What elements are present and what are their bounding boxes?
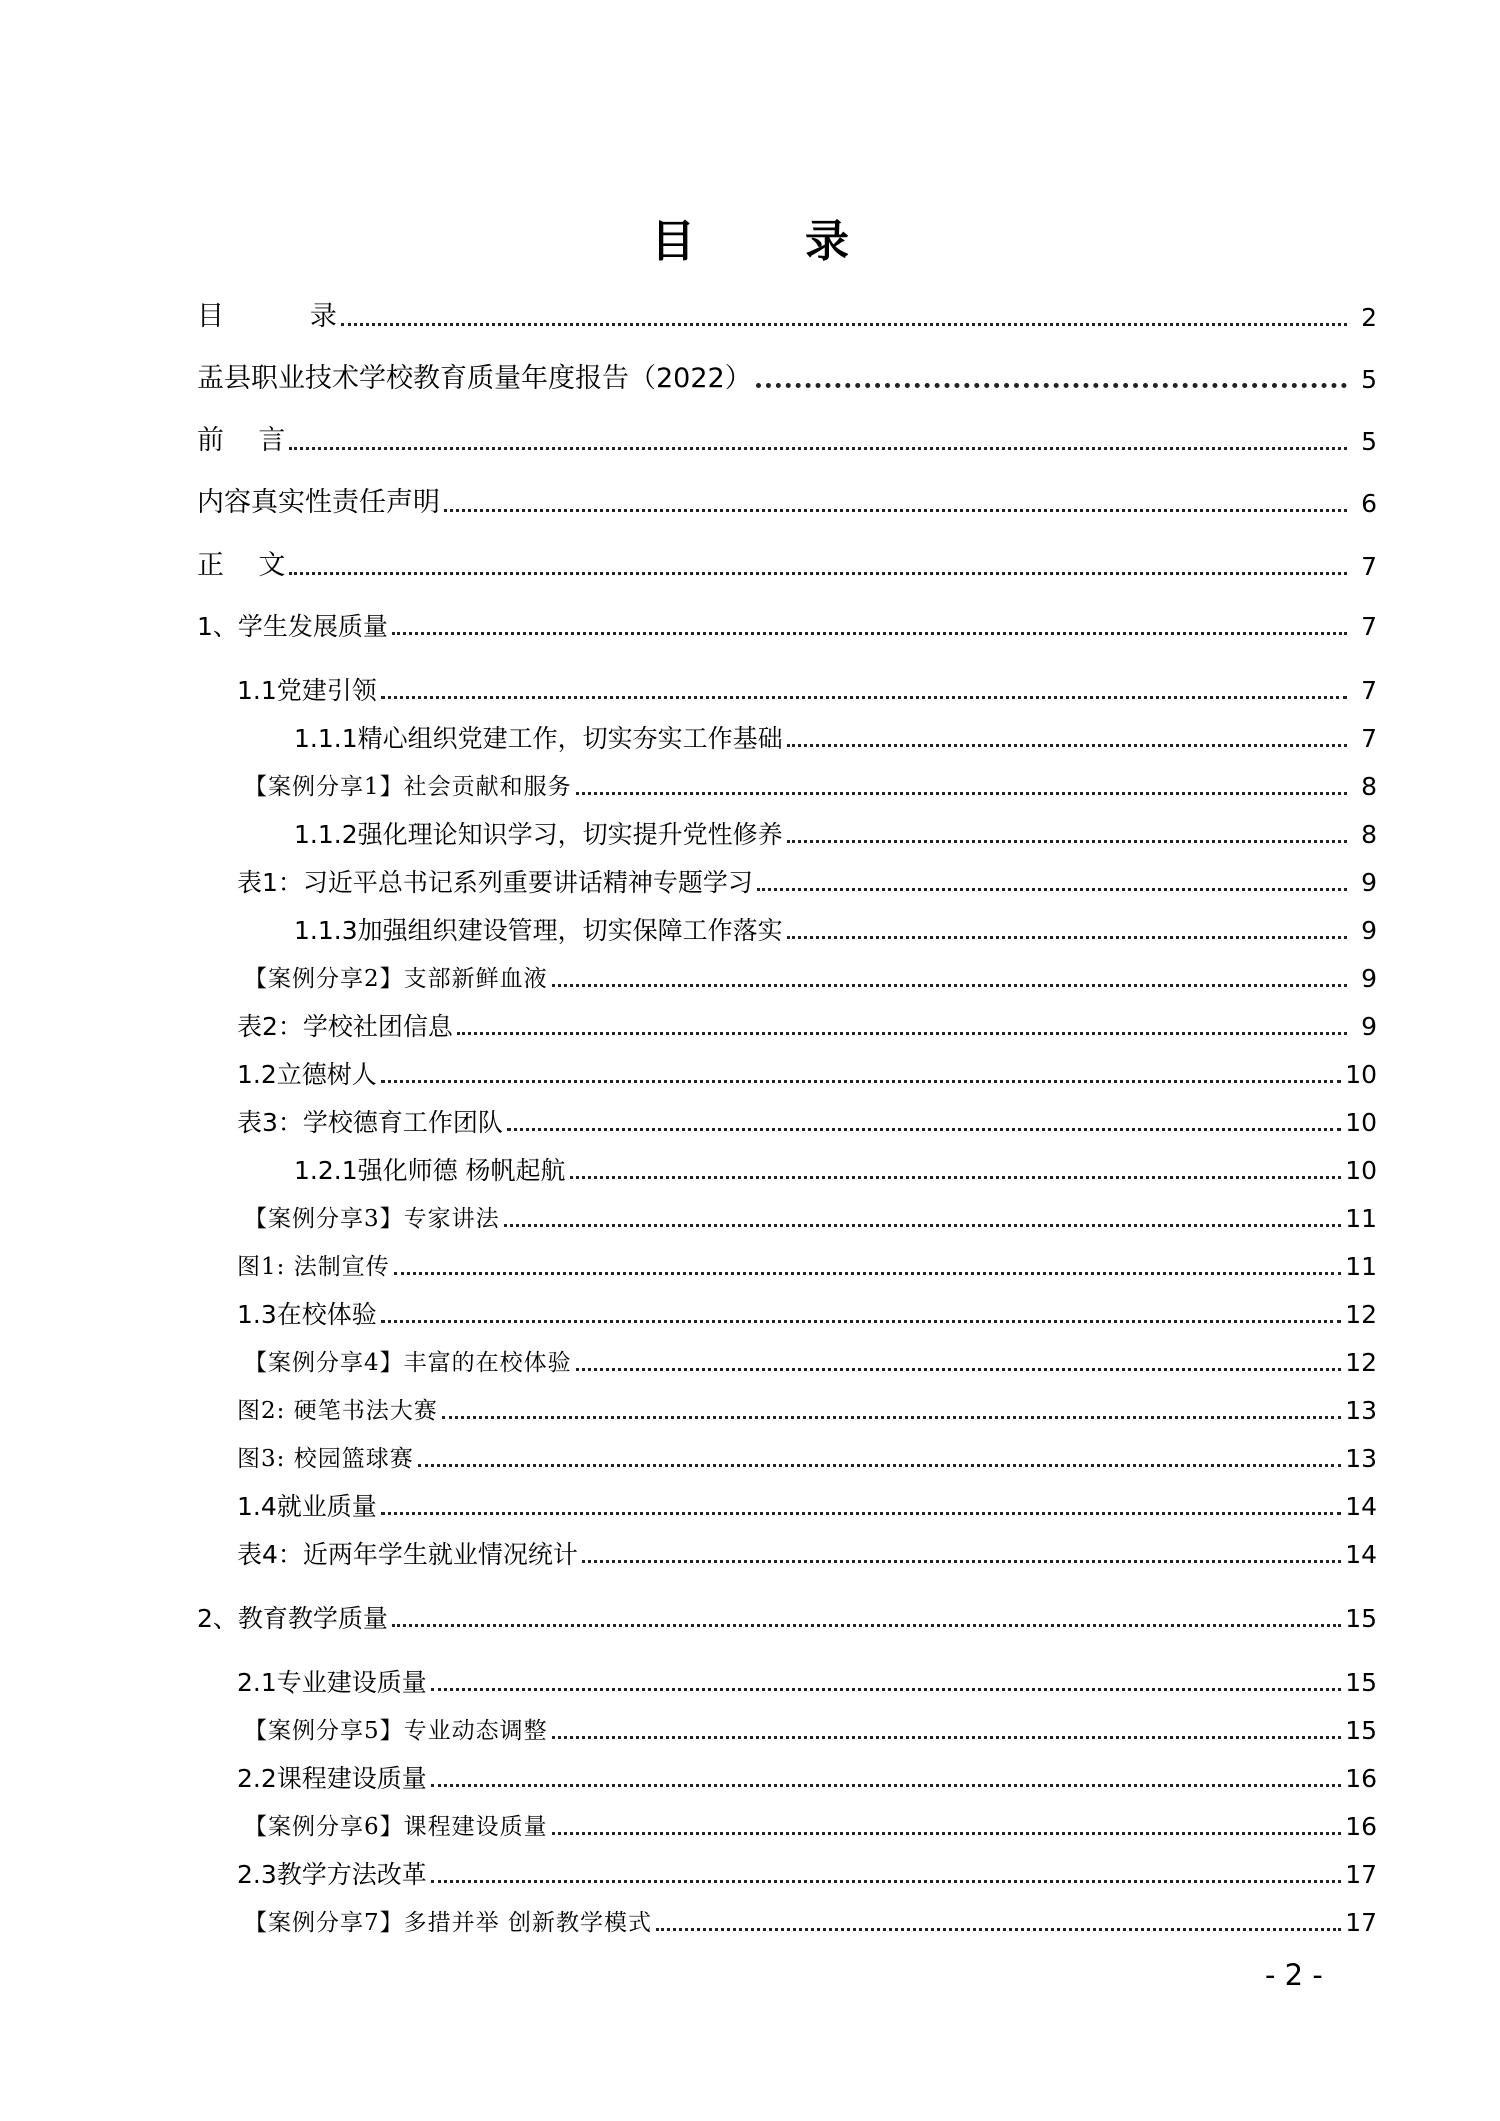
toc-entry[interactable] bbox=[237, 665, 1377, 705]
toc-entry-page: 7 bbox=[1361, 676, 1377, 705]
toc-entry-label: 盂县职业技术学校教育质量年度报告（2022） bbox=[197, 363, 752, 394]
toc-leader bbox=[418, 1464, 1341, 1467]
toc-entry-label: 1.1党建引领 bbox=[237, 676, 377, 705]
toc-leader bbox=[381, 1320, 1341, 1323]
toc-entry[interactable] bbox=[244, 761, 1377, 801]
toc-leader bbox=[431, 1784, 1341, 1787]
toc-entry-page: 2 bbox=[1361, 303, 1377, 332]
toc-entry-label: 1.3在校体验 bbox=[237, 1300, 377, 1329]
toc-leader bbox=[392, 632, 1347, 635]
toc-entry-label: 【案例分享2】支部新鲜血液 bbox=[244, 966, 548, 992]
toc-leader bbox=[431, 1688, 1341, 1691]
toc-entry-page: 9 bbox=[1361, 868, 1377, 897]
toc-entry-page: 9 bbox=[1361, 1012, 1377, 1041]
toc-entry-page: 9 bbox=[1361, 964, 1377, 993]
toc-entry-label: 图1: 法制宣传 bbox=[237, 1254, 390, 1280]
toc-leader bbox=[381, 1080, 1341, 1083]
toc-entry[interactable] bbox=[197, 1593, 1377, 1633]
toc-leader bbox=[444, 509, 1347, 512]
toc-entry-label: 【案例分享1】社会贡献和服务 bbox=[244, 774, 572, 800]
toc-leader bbox=[552, 984, 1347, 987]
toc-entry-label: 【案例分享3】专家讲法 bbox=[244, 1206, 500, 1232]
toc-entry-label: 【案例分享4】丰富的在校体验 bbox=[244, 1350, 572, 1376]
toc-entry-label: 1.2.1强化师德 杨帆起航 bbox=[294, 1156, 566, 1185]
toc-entry-page: 15 bbox=[1345, 1604, 1377, 1633]
toc-leader bbox=[341, 323, 1347, 326]
toc-entry-label: 前 言 bbox=[197, 425, 286, 456]
toc-leader bbox=[457, 1032, 1347, 1035]
toc-leader bbox=[656, 1928, 1341, 1931]
toc-entry[interactable] bbox=[237, 1481, 1377, 1521]
toc-entry[interactable] bbox=[244, 1801, 1377, 1841]
toc-leader bbox=[289, 447, 1347, 450]
toc-entry[interactable] bbox=[237, 1097, 1377, 1137]
toc-leader bbox=[576, 792, 1347, 795]
toc-entry-label: 2.2课程建设质量 bbox=[237, 1764, 427, 1793]
page-title-right: 录 bbox=[805, 216, 849, 267]
toc-entry[interactable] bbox=[294, 1145, 1377, 1185]
toc-entry[interactable] bbox=[244, 1337, 1377, 1377]
toc-entry[interactable] bbox=[237, 1849, 1377, 1889]
page-title-left: 目 bbox=[651, 216, 695, 267]
toc-leader bbox=[289, 572, 1347, 575]
toc-entry-page: 16 bbox=[1345, 1764, 1377, 1793]
toc-entry-page: 5 bbox=[1361, 427, 1377, 456]
toc-entry-label: 【案例分享7】多措并举 创新教学模式 bbox=[244, 1910, 652, 1936]
toc-entry[interactable] bbox=[237, 1001, 1377, 1041]
toc-leader bbox=[392, 1624, 1341, 1627]
toc-entry[interactable] bbox=[197, 601, 1377, 641]
toc-leader bbox=[552, 1832, 1342, 1835]
toc-entry-page: 12 bbox=[1345, 1348, 1377, 1377]
toc-entry[interactable] bbox=[294, 809, 1377, 849]
toc-entry-page: 14 bbox=[1345, 1492, 1377, 1521]
toc-leader bbox=[442, 1416, 1341, 1419]
toc-entry-label: 1、学生发展质量 bbox=[197, 612, 388, 641]
toc-entry[interactable] bbox=[237, 1433, 1377, 1473]
toc-entry-page: 15 bbox=[1345, 1668, 1377, 1697]
toc-entry-page: 10 bbox=[1345, 1156, 1377, 1185]
toc-entry-page: 15 bbox=[1345, 1716, 1377, 1745]
toc-entry[interactable] bbox=[294, 713, 1377, 753]
toc-entry[interactable] bbox=[244, 953, 1377, 993]
toc-entry[interactable] bbox=[237, 857, 1377, 897]
toc-entry[interactable] bbox=[197, 354, 1377, 394]
page-title bbox=[0, 205, 1500, 269]
toc-entry[interactable] bbox=[237, 1657, 1377, 1697]
toc-leader bbox=[576, 1368, 1342, 1371]
toc-entry-page: 8 bbox=[1361, 772, 1377, 801]
toc-entry-page: 7 bbox=[1361, 552, 1377, 581]
toc-leader bbox=[552, 1736, 1342, 1739]
toc-entry[interactable] bbox=[244, 1897, 1377, 1937]
toc-entry-page: 10 bbox=[1345, 1108, 1377, 1137]
toc-entry-label: 1.1.1精心组织党建工作，切实夯实工作基础 bbox=[294, 724, 783, 753]
toc-entry[interactable] bbox=[237, 1385, 1377, 1425]
toc-leader bbox=[787, 840, 1347, 843]
toc-entry-label: 图3: 校园篮球赛 bbox=[237, 1446, 414, 1472]
toc-entry-label: 【案例分享5】专业动态调整 bbox=[244, 1718, 548, 1744]
toc-entry-page: 7 bbox=[1361, 724, 1377, 753]
toc-leader bbox=[394, 1272, 1341, 1275]
toc-entry[interactable] bbox=[237, 1529, 1377, 1569]
toc-leader bbox=[381, 696, 1347, 699]
toc-entry-page: 12 bbox=[1345, 1300, 1377, 1329]
toc-entry-label: 1.2立德树人 bbox=[237, 1060, 377, 1089]
toc-entry-page: 17 bbox=[1345, 1908, 1377, 1937]
toc-leader bbox=[381, 1512, 1341, 1515]
toc-entry[interactable] bbox=[237, 1049, 1377, 1089]
toc-entry[interactable] bbox=[197, 478, 1377, 518]
toc-leader bbox=[504, 1224, 1342, 1227]
toc-entry-label: 2.3教学方法改革 bbox=[237, 1860, 427, 1889]
toc-leader bbox=[756, 383, 1347, 388]
toc-leader bbox=[787, 744, 1347, 747]
toc-entry-label: 2.1专业建设质量 bbox=[237, 1668, 427, 1697]
toc-entry-label: 图2: 硬笔书法大赛 bbox=[237, 1398, 438, 1424]
toc-entry-label: 1.4就业质量 bbox=[237, 1492, 377, 1521]
toc-entry[interactable] bbox=[197, 416, 1377, 456]
toc-entry-page: 13 bbox=[1345, 1444, 1377, 1473]
toc-entry-page: 16 bbox=[1345, 1812, 1377, 1841]
toc-entry-page: 9 bbox=[1361, 916, 1377, 945]
toc-entry-label: 2、教育教学质量 bbox=[197, 1604, 388, 1633]
page-number: - 2 - bbox=[1265, 1958, 1323, 1992]
toc-entry-label: 1.1.2强化理论知识学习，切实提升党性修养 bbox=[294, 820, 783, 849]
toc-entry-page: 11 bbox=[1345, 1204, 1377, 1233]
toc-entry-label: 表3：学校德育工作团队 bbox=[237, 1108, 503, 1137]
toc-entry-label: 1.1.3加强组织建设管理，切实保障工作落实 bbox=[294, 916, 783, 945]
toc-entry-page: 11 bbox=[1345, 1252, 1377, 1281]
toc-leader bbox=[431, 1880, 1341, 1883]
toc-entry[interactable] bbox=[237, 1241, 1377, 1281]
toc-entry-page: 5 bbox=[1361, 365, 1377, 394]
toc-entry[interactable] bbox=[244, 1193, 1377, 1233]
toc-entry-label: 正 文 bbox=[197, 550, 286, 581]
toc-entry[interactable] bbox=[244, 1705, 1377, 1745]
toc-entry-label: 目 录 bbox=[197, 301, 337, 332]
toc-entry-page: 17 bbox=[1345, 1860, 1377, 1889]
toc-leader bbox=[787, 936, 1347, 939]
toc-entry-label: 表1：习近平总书记系列重要讲话精神专题学习 bbox=[237, 868, 753, 897]
toc-entry-label: 表2：学校社团信息 bbox=[237, 1012, 453, 1041]
toc-entry[interactable] bbox=[197, 292, 1377, 332]
toc-entry-label: 【案例分享6】课程建设质量 bbox=[244, 1814, 548, 1840]
toc-entry-label: 内容真实性责任声明 bbox=[197, 487, 440, 518]
toc-entry-page: 8 bbox=[1361, 820, 1377, 849]
toc-entry-page: 14 bbox=[1345, 1540, 1377, 1569]
toc-entry-label: 表4：近两年学生就业情况统计 bbox=[237, 1540, 578, 1569]
toc-entry[interactable] bbox=[237, 1753, 1377, 1793]
toc-entry[interactable] bbox=[237, 1289, 1377, 1329]
toc-entry-page: 6 bbox=[1361, 489, 1377, 518]
toc-entry-page: 13 bbox=[1345, 1396, 1377, 1425]
toc-leader bbox=[507, 1128, 1341, 1131]
toc-leader bbox=[582, 1560, 1341, 1563]
toc-leader bbox=[757, 888, 1347, 891]
toc-entry[interactable] bbox=[197, 541, 1377, 581]
toc-entry-page: 10 bbox=[1345, 1060, 1377, 1089]
toc-entry-page: 7 bbox=[1361, 612, 1377, 641]
toc-leader bbox=[570, 1176, 1342, 1179]
toc-entry[interactable] bbox=[294, 905, 1377, 945]
